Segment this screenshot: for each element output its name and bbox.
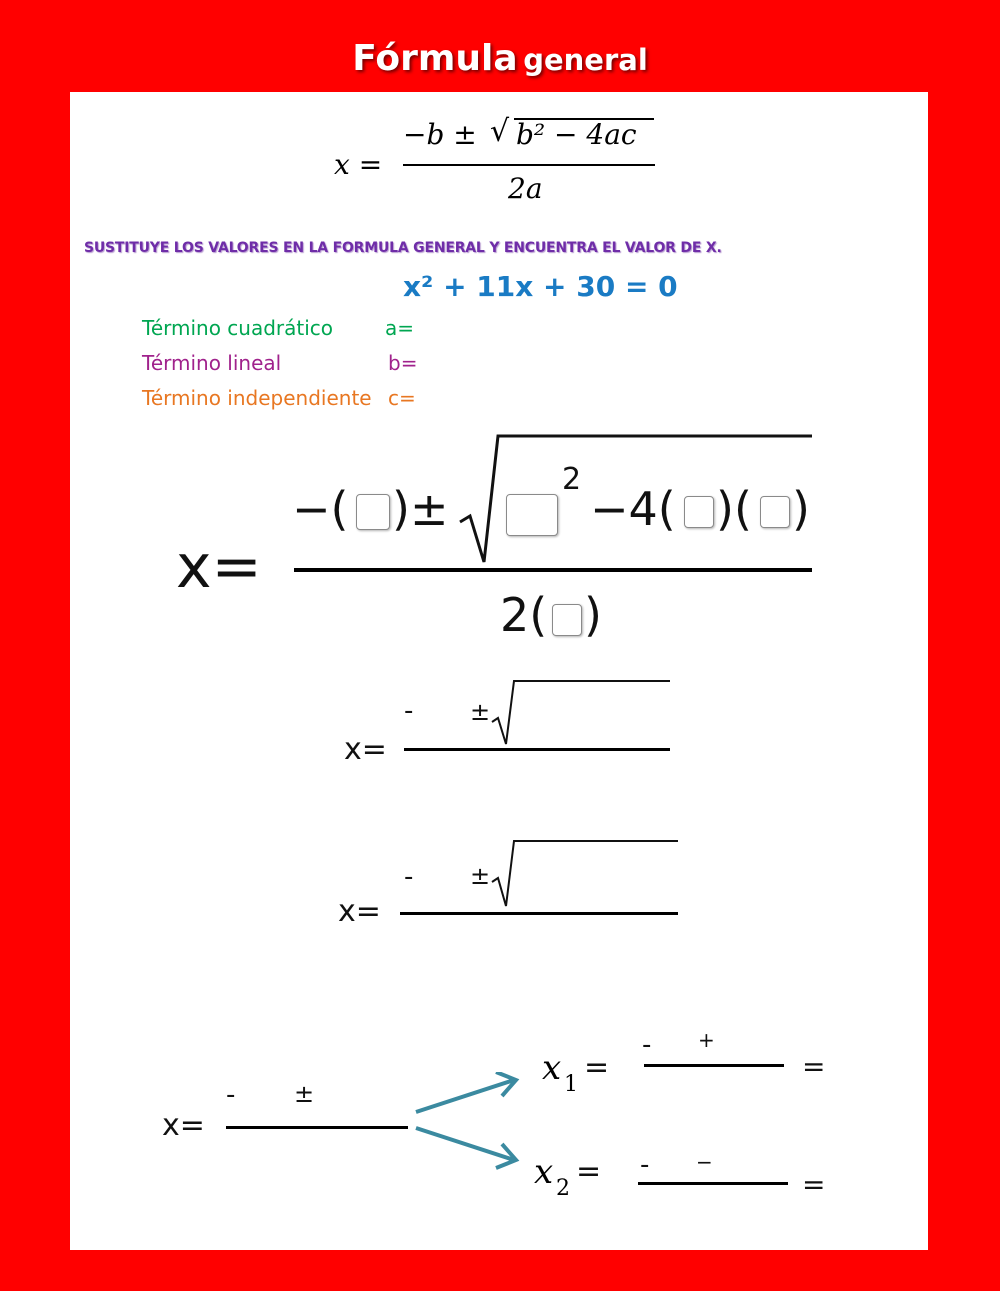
sub-close-pm: )± [392, 482, 449, 536]
formula-fraction-bar [403, 164, 655, 166]
x2-result-equals: = [802, 1168, 826, 1201]
step2-lhs: x= [338, 894, 381, 929]
formula-lhs: x = [334, 148, 383, 181]
answer-box-b[interactable] [356, 494, 390, 530]
answer-box-a[interactable] [684, 496, 714, 528]
x2-sign: − [696, 1150, 713, 1174]
sub-den-close: ) [584, 588, 602, 642]
step1-lhs: x= [344, 732, 387, 767]
x1-subscript: 1 [564, 1072, 578, 1097]
term-independent-label: Término independiente [142, 386, 372, 410]
final-pm: ± [294, 1080, 315, 1108]
answer-box-2a[interactable] [552, 604, 582, 636]
answer-box-b-squared[interactable] [506, 494, 558, 536]
term-b-var: b= [388, 351, 418, 375]
step1-radical-icon [490, 678, 672, 748]
final-fraction-bar [226, 1126, 408, 1129]
substitution-lhs: x= [176, 532, 262, 602]
worksheet [70, 92, 928, 1250]
x1-fraction-bar [644, 1064, 784, 1067]
title-word-formula: Fórmula [352, 38, 518, 79]
formula-minus-b: −b ± [403, 118, 477, 151]
step2-pm: ± [470, 862, 491, 890]
x2-subscript: 2 [556, 1176, 570, 1201]
title-word-general: general [523, 43, 648, 77]
formula-denominator: 2a [508, 172, 543, 205]
sub-close-open: )( [716, 482, 752, 536]
answer-box-c[interactable] [760, 496, 790, 528]
sub-two-paren: 2( [500, 588, 548, 642]
quadratic-equation: x² + 11x + 30 = 0 [403, 270, 678, 303]
step1-minus: - [404, 696, 414, 726]
x1-minus: - [642, 1030, 652, 1060]
instruction-text: SUSTITUYE LOS VALORES EN LA FORMULA GENERAL Y ENCUENTRA EL VALOR DE X. [84, 240, 722, 256]
x1-result-equals: = [802, 1050, 826, 1083]
term-a-var: a= [385, 316, 415, 340]
step2-radical-icon [490, 838, 680, 910]
substitution-fraction-bar [294, 568, 812, 572]
sqrt-icon: √ [490, 114, 510, 149]
term-quadratic-label: Término cuadrático [142, 316, 334, 340]
sub-close: ) [792, 482, 810, 536]
step2-minus: - [404, 862, 414, 892]
sub-exponent: 2 [562, 462, 582, 497]
step1-fraction-bar [404, 748, 670, 751]
sub-minus-paren: −( [292, 482, 349, 536]
final-minus: - [226, 1080, 236, 1110]
step1-pm: ± [470, 698, 491, 726]
final-lhs: x= [162, 1108, 205, 1143]
x2-label: x [534, 1152, 554, 1192]
step2-fraction-bar [400, 912, 678, 915]
x2-equals: = [576, 1154, 602, 1189]
x2-fraction-bar [638, 1182, 788, 1185]
x1-label: x [542, 1048, 562, 1088]
x1-equals: = [584, 1050, 610, 1085]
x2-minus: - [640, 1150, 650, 1180]
term-linear-label: Término lineal [142, 351, 282, 375]
sub-minus-four: −4( [590, 482, 676, 536]
x1-sign: + [698, 1028, 715, 1052]
term-c-var: c= [388, 386, 416, 410]
formula-radicand: b² − 4ac [516, 118, 637, 151]
branch-arrows-icon [410, 1072, 530, 1172]
page-title [0, 38, 1000, 79]
